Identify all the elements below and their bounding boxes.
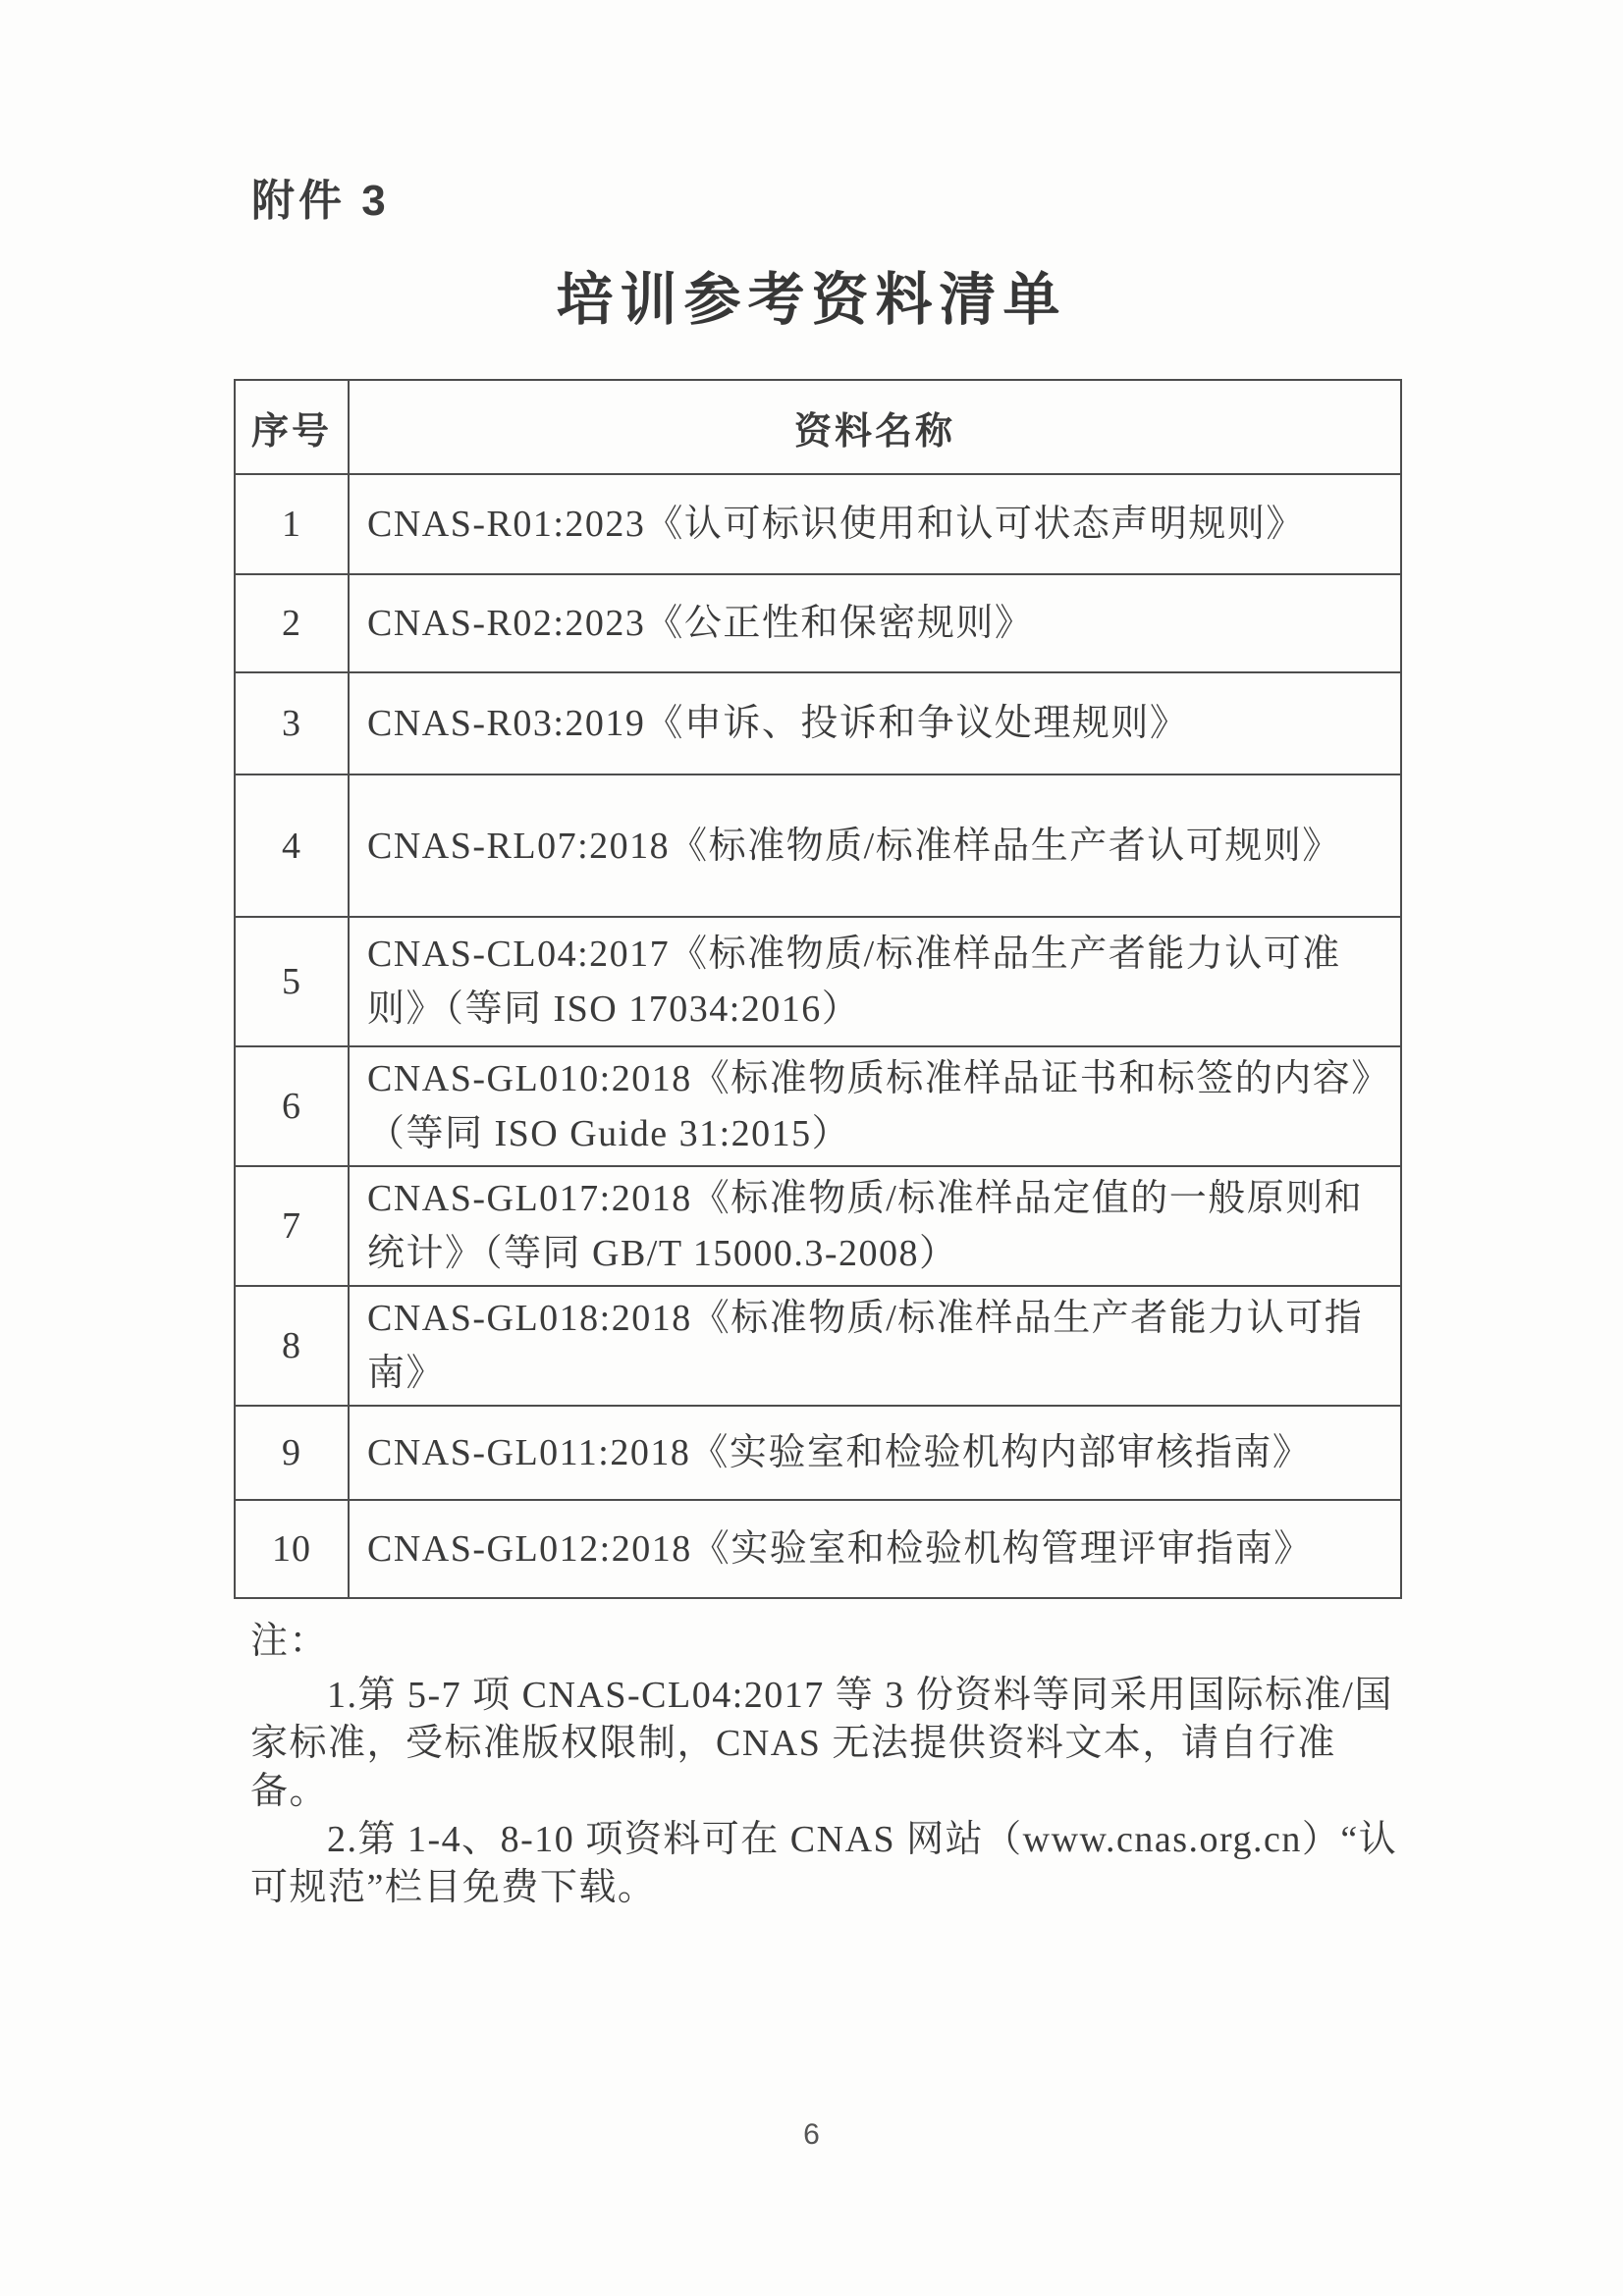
row-name: CNAS-GL011:2018《实验室和检验机构内部审核指南》: [349, 1406, 1401, 1500]
row-seq: 7: [235, 1166, 349, 1286]
attachment-label: 附件 3: [251, 177, 390, 225]
header-name: 资料名称: [349, 380, 1401, 474]
row-seq: 9: [235, 1406, 349, 1500]
table-row: [235, 1406, 1401, 1500]
row-name: CNAS-GL017:2018《标准物质/标准样品定值的一般原则和统计》（等同 GB/T 15000.3-2008）: [349, 1166, 1401, 1286]
table-row: [235, 917, 1401, 1046]
reference-materials-table: [234, 379, 1402, 1599]
row-name: CNAS-RL07:2018《标准物质/标准样品生产者认可规则》: [349, 774, 1401, 917]
header-seq: 序号: [235, 380, 349, 474]
row-name: CNAS-R01:2023《认可标识使用和认可状态声明规则》: [349, 474, 1401, 574]
row-name: CNAS-R03:2019《申诉、投诉和争议处理规则》: [349, 672, 1401, 774]
row-seq: 4: [235, 774, 349, 917]
note-item-2: 2.第 1-4、8-10 项资料可在 CNAS 网站（www.cnas.org.cn）“认可规范”栏目免费下载。: [250, 1819, 1398, 1908]
row-seq: 6: [235, 1046, 349, 1166]
table-row: [235, 1166, 1401, 1286]
note-item-1: 1.第 5-7 项 CNAS-CL04:2017 等 3 份资料等同采用国际标准/国家标准，受标准版权限制，CNAS 无法提供资料文本，请自行准备。: [250, 1675, 1393, 1812]
table-row: [235, 774, 1401, 917]
row-name: CNAS-GL012:2018《实验室和检验机构管理评审指南》: [349, 1500, 1401, 1598]
notes-section: [250, 1618, 1403, 1912]
row-name: CNAS-CL04:2017《标准物质/标准样品生产者能力认可准则》（等同 ISO 17034:2016）: [349, 917, 1401, 1046]
page-number: 6: [803, 2118, 820, 2151]
row-seq: 8: [235, 1286, 349, 1406]
row-seq: 5: [235, 917, 349, 1046]
table-row: [235, 1046, 1401, 1166]
table-row: [235, 672, 1401, 774]
row-name: CNAS-R02:2023《公正性和保密规则》: [349, 574, 1401, 672]
row-name: CNAS-GL018:2018《标准物质/标准样品生产者能力认可指南》: [349, 1286, 1401, 1406]
row-seq: 2: [235, 574, 349, 672]
page-title: 培训参考资料清单: [556, 268, 1067, 332]
table-header-row: [235, 380, 1401, 474]
row-name: CNAS-GL010:2018《标准物质标准样品证书和标签的内容》（等同 ISO Guide 31:2015）: [349, 1046, 1401, 1166]
row-seq: 1: [235, 474, 349, 574]
table-row: [235, 1286, 1401, 1406]
table-row: [235, 1500, 1401, 1598]
table-row: [235, 574, 1401, 672]
table-row: [235, 474, 1401, 574]
row-seq: 10: [235, 1500, 349, 1598]
notes-label: 注：: [250, 1621, 329, 1662]
row-seq: 3: [235, 672, 349, 774]
